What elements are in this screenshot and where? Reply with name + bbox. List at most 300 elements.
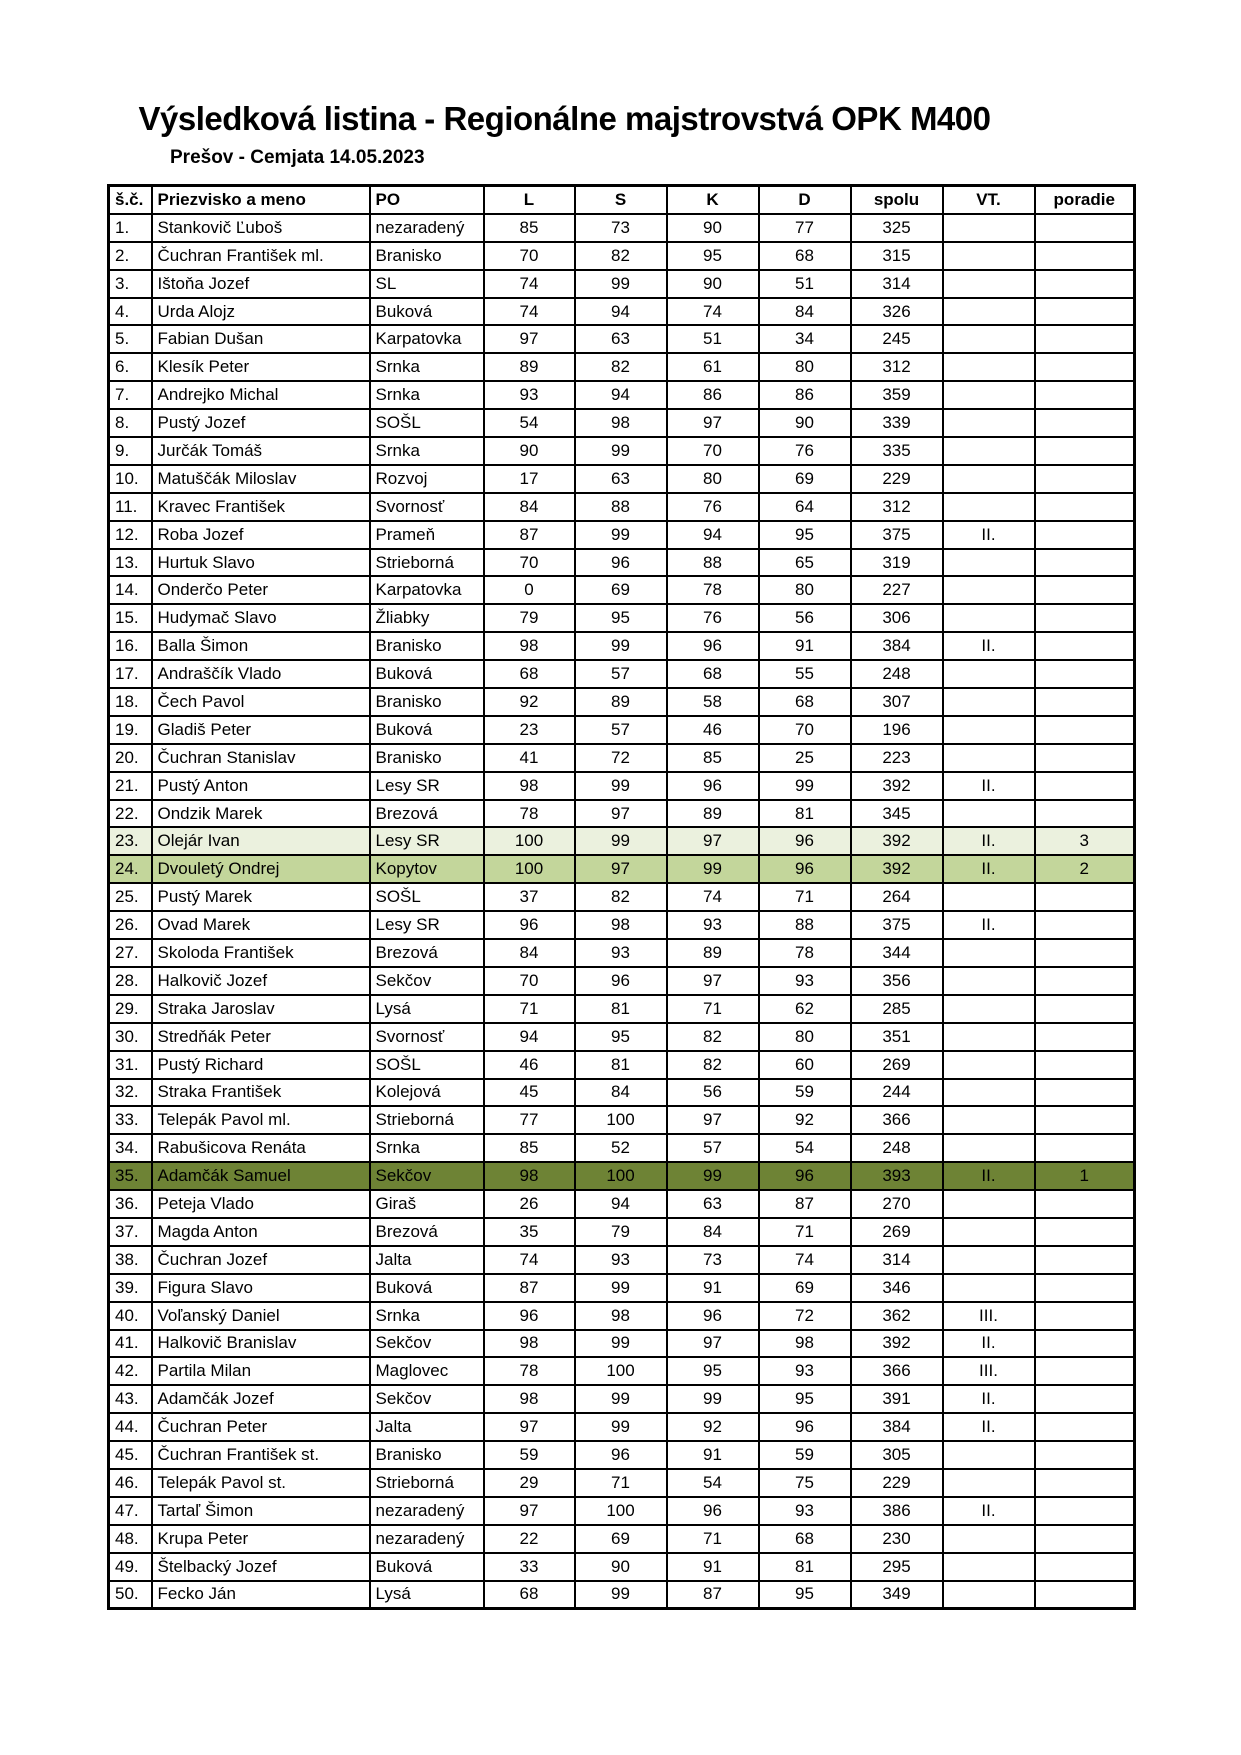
cell-d: 56 [759, 604, 851, 632]
cell-vt: II. [943, 1497, 1035, 1525]
cell-s: 69 [575, 576, 667, 604]
cell-k: 92 [667, 1413, 759, 1441]
cell-k: 97 [667, 1106, 759, 1134]
cell-poradie [1035, 688, 1135, 716]
table-row [109, 409, 1135, 437]
cell-vt [943, 1023, 1035, 1051]
cell-sc: 49. [109, 1553, 152, 1581]
table-row [109, 1497, 1135, 1525]
cell-s: 73 [575, 214, 667, 242]
cell-sc: 20. [109, 744, 152, 772]
cell-vt [943, 298, 1035, 326]
cell-spolu: 375 [851, 911, 943, 939]
cell-s: 95 [575, 1023, 667, 1051]
cell-sc: 10. [109, 465, 152, 493]
cell-spolu: 375 [851, 521, 943, 549]
cell-sc: 25. [109, 883, 152, 911]
cell-po: Srnka [370, 381, 484, 409]
table-row [109, 353, 1135, 381]
cell-name: Andrejko Michal [152, 381, 370, 409]
cell-s: 84 [575, 1079, 667, 1107]
cell-spolu: 245 [851, 325, 943, 353]
cell-s: 93 [575, 939, 667, 967]
cell-d: 25 [759, 744, 851, 772]
cell-vt [943, 660, 1035, 688]
cell-name: Andraščík Vlado [152, 660, 370, 688]
cell-d: 60 [759, 1051, 851, 1079]
cell-d: 71 [759, 883, 851, 911]
cell-po: Strieborná [370, 1469, 484, 1497]
cell-po: Sekčov [370, 1162, 484, 1190]
cell-l: 46 [484, 1051, 575, 1079]
cell-spolu: 366 [851, 1357, 943, 1385]
cell-d: 96 [759, 855, 851, 883]
cell-k: 90 [667, 270, 759, 298]
cell-po: Jalta [370, 1413, 484, 1441]
cell-po: Branisko [370, 688, 484, 716]
cell-name: Pustý Richard [152, 1051, 370, 1079]
cell-vt: II. [943, 1413, 1035, 1441]
cell-k: 70 [667, 437, 759, 465]
cell-k: 78 [667, 576, 759, 604]
cell-sc: 31. [109, 1051, 152, 1079]
cell-k: 97 [667, 967, 759, 995]
cell-name: Olejár Ivan [152, 827, 370, 855]
cell-d: 71 [759, 1218, 851, 1246]
cell-vt [943, 1051, 1035, 1079]
cell-spolu: 229 [851, 465, 943, 493]
cell-sc: 37. [109, 1218, 152, 1246]
table-row [109, 1190, 1135, 1218]
cell-l: 90 [484, 437, 575, 465]
table-row [109, 1051, 1135, 1079]
cell-spolu: 306 [851, 604, 943, 632]
cell-poradie [1035, 298, 1135, 326]
cell-k: 89 [667, 800, 759, 828]
cell-spolu: 305 [851, 1441, 943, 1469]
table-row [109, 1106, 1135, 1134]
cell-po: SOŠL [370, 1051, 484, 1079]
cell-spolu: 314 [851, 1246, 943, 1274]
cell-poradie: 3 [1035, 827, 1135, 855]
cell-sc: 18. [109, 688, 152, 716]
table-row [109, 1525, 1135, 1553]
cell-spolu: 391 [851, 1385, 943, 1413]
cell-vt [943, 381, 1035, 409]
cell-l: 96 [484, 1302, 575, 1330]
table-row [109, 716, 1135, 744]
cell-s: 81 [575, 995, 667, 1023]
cell-sc: 19. [109, 716, 152, 744]
cell-s: 100 [575, 1497, 667, 1525]
cell-d: 55 [759, 660, 851, 688]
cell-vt [943, 744, 1035, 772]
cell-sc: 45. [109, 1441, 152, 1469]
cell-name: Urda Alojz [152, 298, 370, 326]
cell-spolu: 230 [851, 1525, 943, 1553]
cell-poradie [1035, 1246, 1135, 1274]
cell-spolu: 307 [851, 688, 943, 716]
cell-name: Dvouletý Ondrej [152, 855, 370, 883]
cell-d: 88 [759, 911, 851, 939]
table-row [109, 549, 1135, 577]
cell-vt [943, 1079, 1035, 1107]
cell-vt [943, 465, 1035, 493]
cell-po: Rozvoj [370, 465, 484, 493]
cell-poradie [1035, 1106, 1135, 1134]
cell-sc: 28. [109, 967, 152, 995]
cell-poradie [1035, 883, 1135, 911]
cell-vt [943, 1441, 1035, 1469]
header-row [109, 186, 1135, 214]
cell-vt [943, 995, 1035, 1023]
cell-l: 35 [484, 1218, 575, 1246]
cell-s: 99 [575, 772, 667, 800]
cell-sc: 12. [109, 521, 152, 549]
cell-k: 76 [667, 604, 759, 632]
cell-s: 97 [575, 855, 667, 883]
cell-s: 93 [575, 1246, 667, 1274]
cell-s: 96 [575, 967, 667, 995]
cell-vt [943, 1581, 1035, 1609]
cell-k: 68 [667, 660, 759, 688]
cell-poradie [1035, 1553, 1135, 1581]
cell-d: 69 [759, 465, 851, 493]
cell-spolu: 392 [851, 772, 943, 800]
cell-d: 92 [759, 1106, 851, 1134]
cell-spolu: 345 [851, 800, 943, 828]
cell-s: 94 [575, 381, 667, 409]
cell-name: Ovad Marek [152, 911, 370, 939]
table-row [109, 995, 1135, 1023]
cell-poradie [1035, 939, 1135, 967]
cell-poradie: 1 [1035, 1162, 1135, 1190]
cell-spolu: 269 [851, 1051, 943, 1079]
cell-l: 85 [484, 214, 575, 242]
cell-po: Brezová [370, 939, 484, 967]
table-row [109, 325, 1135, 353]
cell-name: Krupa Peter [152, 1525, 370, 1553]
cell-l: 70 [484, 967, 575, 995]
cell-s: 95 [575, 604, 667, 632]
cell-po: Svornosť [370, 1023, 484, 1051]
cell-k: 58 [667, 688, 759, 716]
cell-po: Žliabky [370, 604, 484, 632]
cell-d: 68 [759, 688, 851, 716]
cell-l: 96 [484, 911, 575, 939]
cell-name: Figura Slavo [152, 1274, 370, 1302]
cell-s: 57 [575, 716, 667, 744]
cell-vt [943, 270, 1035, 298]
cell-vt [943, 939, 1035, 967]
cell-l: 17 [484, 465, 575, 493]
table-row [109, 604, 1135, 632]
cell-d: 95 [759, 1581, 851, 1609]
cell-s: 99 [575, 1385, 667, 1413]
cell-s: 71 [575, 1469, 667, 1497]
cell-spolu: 362 [851, 1302, 943, 1330]
cell-l: 70 [484, 242, 575, 270]
cell-s: 82 [575, 242, 667, 270]
cell-sc: 39. [109, 1274, 152, 1302]
cell-s: 90 [575, 1553, 667, 1581]
cell-d: 80 [759, 353, 851, 381]
cell-poradie [1035, 1330, 1135, 1358]
table-row [109, 1302, 1135, 1330]
cell-k: 96 [667, 772, 759, 800]
cell-poradie [1035, 967, 1135, 995]
cell-l: 97 [484, 1413, 575, 1441]
cell-s: 99 [575, 827, 667, 855]
cell-po: Brezová [370, 1218, 484, 1246]
cell-s: 82 [575, 883, 667, 911]
cell-l: 100 [484, 855, 575, 883]
cell-po: Srnka [370, 353, 484, 381]
cell-k: 82 [667, 1051, 759, 1079]
cell-sc: 46. [109, 1469, 152, 1497]
cell-sc: 44. [109, 1413, 152, 1441]
cell-d: 98 [759, 1330, 851, 1358]
cell-spolu: 295 [851, 1553, 943, 1581]
cell-spolu: 335 [851, 437, 943, 465]
cell-s: 81 [575, 1051, 667, 1079]
cell-d: 72 [759, 1302, 851, 1330]
cell-k: 99 [667, 1162, 759, 1190]
cell-vt [943, 604, 1035, 632]
cell-k: 74 [667, 883, 759, 911]
cell-poradie [1035, 576, 1135, 604]
cell-spolu: 227 [851, 576, 943, 604]
cell-sc: 7. [109, 381, 152, 409]
cell-name: Rabušicova Renáta [152, 1134, 370, 1162]
cell-spolu: 339 [851, 409, 943, 437]
cell-poradie [1035, 1497, 1135, 1525]
cell-l: 68 [484, 660, 575, 688]
cell-name: Magda Anton [152, 1218, 370, 1246]
cell-name: Matuščák Miloslav [152, 465, 370, 493]
cell-l: 79 [484, 604, 575, 632]
cell-s: 98 [575, 911, 667, 939]
cell-poradie [1035, 1079, 1135, 1107]
table-row [109, 911, 1135, 939]
cell-k: 63 [667, 1190, 759, 1218]
table-row [109, 939, 1135, 967]
cell-k: 91 [667, 1441, 759, 1469]
cell-spolu: 312 [851, 353, 943, 381]
cell-name: Adamčák Jozef [152, 1385, 370, 1413]
cell-l: 37 [484, 883, 575, 911]
cell-vt [943, 1469, 1035, 1497]
cell-spolu: 346 [851, 1274, 943, 1302]
table-row [109, 800, 1135, 828]
cell-spolu: 248 [851, 1134, 943, 1162]
cell-poradie [1035, 911, 1135, 939]
cell-l: 74 [484, 298, 575, 326]
cell-s: 52 [575, 1134, 667, 1162]
cell-k: 74 [667, 298, 759, 326]
table-row [109, 214, 1135, 242]
cell-s: 63 [575, 325, 667, 353]
cell-po: Branisko [370, 242, 484, 270]
cell-name: Halkovič Branislav [152, 1330, 370, 1358]
cell-d: 96 [759, 1162, 851, 1190]
cell-l: 84 [484, 493, 575, 521]
cell-spolu: 384 [851, 1413, 943, 1441]
cell-poradie [1035, 800, 1135, 828]
cell-sc: 11. [109, 493, 152, 521]
cell-l: 98 [484, 632, 575, 660]
table-row [109, 1162, 1135, 1190]
cell-l: 87 [484, 1274, 575, 1302]
cell-poradie [1035, 604, 1135, 632]
cell-d: 68 [759, 242, 851, 270]
cell-sc: 48. [109, 1525, 152, 1553]
cell-sc: 40. [109, 1302, 152, 1330]
cell-spolu: 351 [851, 1023, 943, 1051]
column-header-k: K [667, 186, 759, 214]
cell-name: Voľanský Daniel [152, 1302, 370, 1330]
cell-poradie [1035, 381, 1135, 409]
cell-d: 64 [759, 493, 851, 521]
cell-s: 100 [575, 1357, 667, 1385]
cell-l: 97 [484, 1497, 575, 1525]
cell-poradie [1035, 493, 1135, 521]
cell-sc: 24. [109, 855, 152, 883]
cell-d: 70 [759, 716, 851, 744]
cell-poradie [1035, 1441, 1135, 1469]
cell-d: 69 [759, 1274, 851, 1302]
cell-name: Adamčák Samuel [152, 1162, 370, 1190]
cell-po: Brezová [370, 800, 484, 828]
cell-po: Maglovec [370, 1357, 484, 1385]
cell-po: nezaradený [370, 1525, 484, 1553]
cell-poradie [1035, 353, 1135, 381]
cell-poradie [1035, 1051, 1135, 1079]
cell-poradie [1035, 995, 1135, 1023]
cell-name: Čuchran Stanislav [152, 744, 370, 772]
table-row [109, 521, 1135, 549]
cell-k: 96 [667, 632, 759, 660]
cell-s: 89 [575, 688, 667, 716]
cell-vt: II. [943, 632, 1035, 660]
cell-vt [943, 409, 1035, 437]
cell-vt: II. [943, 911, 1035, 939]
cell-vt: III. [943, 1302, 1035, 1330]
cell-po: Buková [370, 1553, 484, 1581]
table-row [109, 1357, 1135, 1385]
cell-po: Srnka [370, 1302, 484, 1330]
table-row [109, 242, 1135, 270]
cell-d: 81 [759, 800, 851, 828]
results-table [107, 184, 1136, 1610]
cell-l: 100 [484, 827, 575, 855]
cell-poradie [1035, 1469, 1135, 1497]
cell-d: 75 [759, 1469, 851, 1497]
cell-l: 22 [484, 1525, 575, 1553]
cell-poradie [1035, 772, 1135, 800]
cell-k: 87 [667, 1581, 759, 1609]
cell-po: Karpatovka [370, 576, 484, 604]
cell-spolu: 392 [851, 1330, 943, 1358]
cell-d: 76 [759, 437, 851, 465]
cell-k: 89 [667, 939, 759, 967]
cell-po: Lysá [370, 995, 484, 1023]
cell-l: 98 [484, 1330, 575, 1358]
cell-d: 84 [759, 298, 851, 326]
cell-spolu: 285 [851, 995, 943, 1023]
cell-d: 59 [759, 1441, 851, 1469]
cell-s: 99 [575, 1274, 667, 1302]
table-row [109, 1246, 1135, 1274]
column-header-sc: š.č. [109, 186, 152, 214]
table-row [109, 967, 1135, 995]
cell-k: 73 [667, 1246, 759, 1274]
cell-l: 85 [484, 1134, 575, 1162]
cell-spolu: 229 [851, 1469, 943, 1497]
cell-sc: 22. [109, 800, 152, 828]
cell-po: Buková [370, 660, 484, 688]
cell-s: 88 [575, 493, 667, 521]
cell-name: Halkovič Jozef [152, 967, 370, 995]
cell-k: 86 [667, 381, 759, 409]
cell-k: 76 [667, 493, 759, 521]
cell-vt: II. [943, 521, 1035, 549]
cell-l: 54 [484, 409, 575, 437]
cell-name: Peteja Vlado [152, 1190, 370, 1218]
cell-l: 98 [484, 772, 575, 800]
cell-po: Kolejová [370, 1079, 484, 1107]
cell-name: Onderčo Peter [152, 576, 370, 604]
cell-vt [943, 549, 1035, 577]
cell-k: 96 [667, 1302, 759, 1330]
cell-poradie [1035, 325, 1135, 353]
cell-name: Pustý Marek [152, 883, 370, 911]
cell-vt [943, 1134, 1035, 1162]
cell-name: Gladiš Peter [152, 716, 370, 744]
cell-sc: 8. [109, 409, 152, 437]
cell-vt: II. [943, 1162, 1035, 1190]
cell-l: 71 [484, 995, 575, 1023]
cell-spolu: 314 [851, 270, 943, 298]
cell-s: 100 [575, 1106, 667, 1134]
cell-sc: 35. [109, 1162, 152, 1190]
cell-sc: 21. [109, 772, 152, 800]
column-header-poradie: poradie [1035, 186, 1135, 214]
cell-d: 90 [759, 409, 851, 437]
cell-k: 97 [667, 827, 759, 855]
cell-poradie [1035, 1190, 1135, 1218]
cell-d: 95 [759, 1385, 851, 1413]
cell-k: 85 [667, 744, 759, 772]
cell-spolu: 248 [851, 660, 943, 688]
cell-l: 93 [484, 381, 575, 409]
cell-vt [943, 1218, 1035, 1246]
cell-poradie [1035, 1134, 1135, 1162]
cell-name: Čech Pavol [152, 688, 370, 716]
table-row [109, 827, 1135, 855]
cell-name: Stredňák Peter [152, 1023, 370, 1051]
cell-sc: 3. [109, 270, 152, 298]
cell-name: Partila Milan [152, 1357, 370, 1385]
cell-sc: 36. [109, 1190, 152, 1218]
table-row [109, 1469, 1135, 1497]
cell-sc: 13. [109, 549, 152, 577]
cell-name: Jurčák Tomáš [152, 437, 370, 465]
cell-d: 87 [759, 1190, 851, 1218]
cell-sc: 1. [109, 214, 152, 242]
cell-d: 77 [759, 214, 851, 242]
cell-name: Balla Šimon [152, 632, 370, 660]
